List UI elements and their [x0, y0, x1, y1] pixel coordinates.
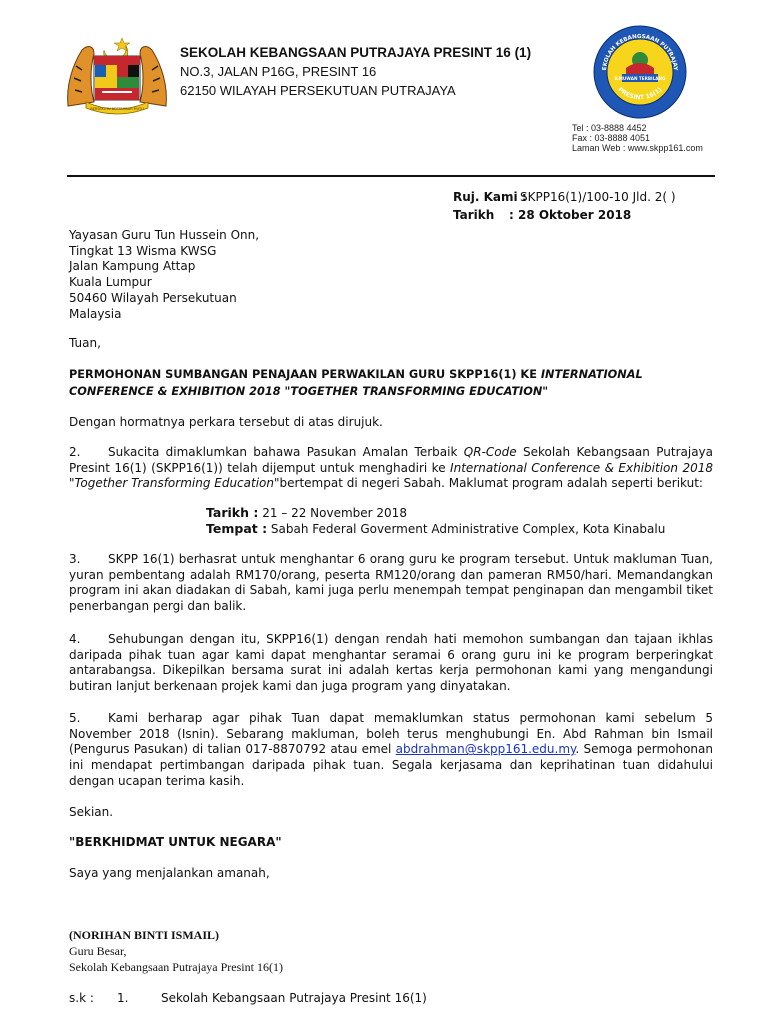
trust-line: Saya yang menjalankan amanah,: [69, 866, 270, 880]
letter-date: : 28 Oktober 2018: [509, 208, 632, 222]
contact-tel: Tel : 03-8888 4452: [572, 123, 647, 133]
paragraph-text: . Semoga permohonan ini mendapat pertimbangan daripada pihak tuan. Segala kerjasama dan keprihatinan tuan didahului dengan ucapan terima kasih.: [69, 742, 713, 788]
opening-line: Dengan hormatnya perkara tersebut di atas dirujuk.: [69, 415, 383, 429]
closing: Sekian.: [69, 805, 114, 819]
paragraph-number: 2.: [69, 445, 81, 459]
event-date-label: Tarikh :: [206, 505, 259, 520]
paragraph-text: Sekolah Kebangsaan Putrajaya Presint 16(1) (SKPP16(1)) telah dijemput untuk menghadiri ke: [69, 445, 714, 475]
recipient-line: Jalan Kampung Attap: [69, 259, 196, 274]
paragraph-number: 5.: [69, 711, 81, 725]
paragraph-text: SKPP 16(1) berhasrat untuk menghantar 6 orang guru ke program tersebut. Untuk makluman Tuan, yuran pembentang adalah RM170/orang, peserta RM120/orang dan pameran RM50/hari. Memandangkan program ini akan diadakan di Sabah, kami juga perlu menempah tempat penginapan dan mengambil tiket penerbangan pergi dan balik.: [69, 552, 713, 614]
event-venue: Sabah Federal Goverment Administrative Complex, Kota Kinabalu: [267, 522, 666, 536]
header-divider: [67, 175, 715, 177]
paragraph-text: Kami berharap agar pihak Tuan dapat memaklumkan status permohonan kami sebelum 5 November 2018 (Isnin). Sebarang makluman, boleh terus menghubungi En. Abd Rahman bin Ismail (Pengurus Pasukan) di talian 017-8870792 atau emel: [69, 711, 713, 757]
paragraph-number: 4.: [69, 632, 81, 646]
svg-text:ILMUWAN TERBILANG: ILMUWAN TERBILANG: [614, 76, 666, 81]
signatory-title: Guru Besar,: [69, 944, 127, 958]
motto: "BERKHIDMAT UNTUK NEGARA": [69, 835, 282, 849]
signatory-name: (NORIHAN BINTI ISMAIL): [69, 928, 220, 942]
svg-text:SEKOLAH KEBANGSAAN PUTRAJAYA: EKOLAH KEBANGSAAN PUTRAJAY: [602, 33, 678, 71]
contact-email-link[interactable]: abdrahman@skpp161.edu.my: [395, 742, 576, 757]
school-logo: [592, 24, 688, 120]
event-details: [206, 505, 665, 537]
recipient-line: Kuala Lumpur: [69, 275, 152, 290]
svg-text:BERSEKUTU BERTAMBAH MUTU: BERSEKUTU BERTAMBAH MUTU: [90, 107, 144, 111]
recipient-line: Yayasan Guru Tun Hussein Onn,: [69, 228, 260, 242]
event-date: 21 – 22 November 2018: [258, 506, 407, 520]
paragraph-4: [69, 632, 713, 695]
contact-website: Laman Web : www.skpp161.com: [572, 143, 703, 153]
paragraph-2: [69, 445, 713, 492]
paragraph-text: Sukacita dimaklumkan bahawa Pasukan Amalan Terbaik: [108, 445, 464, 459]
recipient-line: Malaysia: [69, 306, 122, 321]
contact-fax: Fax : 03-8888 4051: [572, 133, 651, 143]
svg-text:PRESINT 16(1): PRESINT 16(1): [616, 86, 664, 102]
malaysia-coat-of-arms: [64, 36, 170, 116]
subject-text-italic: CONFERENCE & EXHIBITION 2018 "TOGETHER TRANSFORMING EDUCATION": [69, 385, 549, 398]
recipient-line: 50460 Wilayah Persekutuan: [69, 290, 237, 305]
paragraph-5: [69, 711, 713, 790]
paragraph-text: bertempat di negeri Sabah. Maklumat program adalah seperti berikut:: [279, 476, 703, 491]
letter-subject: [69, 366, 709, 400]
school-address-line-2: 62150 WILAYAH PERSEKUTUAN PUTRAJAYA: [180, 83, 456, 98]
recipient-address: [69, 228, 259, 322]
school-name: SEKOLAH KEBANGSAAN PUTRAJAYA PRESINT 16 (1): [180, 45, 532, 60]
event-venue-label: Tempat :: [206, 521, 268, 536]
cc-recipient: Sekolah Kebangsaan Putrajaya Presint 16(1): [161, 991, 427, 1005]
reference-number: SKPP16(1)/100-10 Jld. 2( ): [520, 190, 676, 204]
reference-label: Ruj. Kami :: [453, 190, 527, 204]
salutation: Tuan,: [69, 336, 101, 350]
subject-text: PERMOHONAN SUMBANGAN PENAJAAN PERWAKILAN GURU SKPP16(1) KE: [69, 368, 541, 381]
event-name: International Conference & Exhibition 2018 "Together Transforming Education": [69, 460, 713, 491]
paragraph-text: Sehubungan dengan itu, SKPP16(1) dengan rendah hati memohon sumbangan dan tajaan ikhlas daripada pihak tuan agar kami dapat menghantar seramai 6 orang guru ini ke program berperingkat antarabangsa. Dikepilkan bersama surat ini adalah kertas kerja permohonan kami yang mengandungi butiran lanjut berkenaan projek kami dan juga program yang dinyatakan.: [69, 632, 713, 694]
signatory-school: Sekolah Kebangsaan Putrajaya Presint 16(1): [69, 960, 283, 974]
date-label: Tarikh: [453, 208, 495, 222]
recipient-line: Tingkat 13 Wisma KWSG: [69, 243, 217, 258]
cc-label: s.k :: [69, 991, 94, 1005]
cc-number: 1.: [117, 991, 129, 1005]
subject-text-italic: INTERNATIONAL: [540, 368, 643, 381]
paragraph-3: [69, 552, 713, 615]
paragraph-number: 3.: [69, 552, 81, 566]
paragraph-text-italic: QR-Code: [463, 445, 517, 459]
school-address-line-1: NO.3, JALAN P16G, PRESINT 16: [180, 64, 377, 79]
